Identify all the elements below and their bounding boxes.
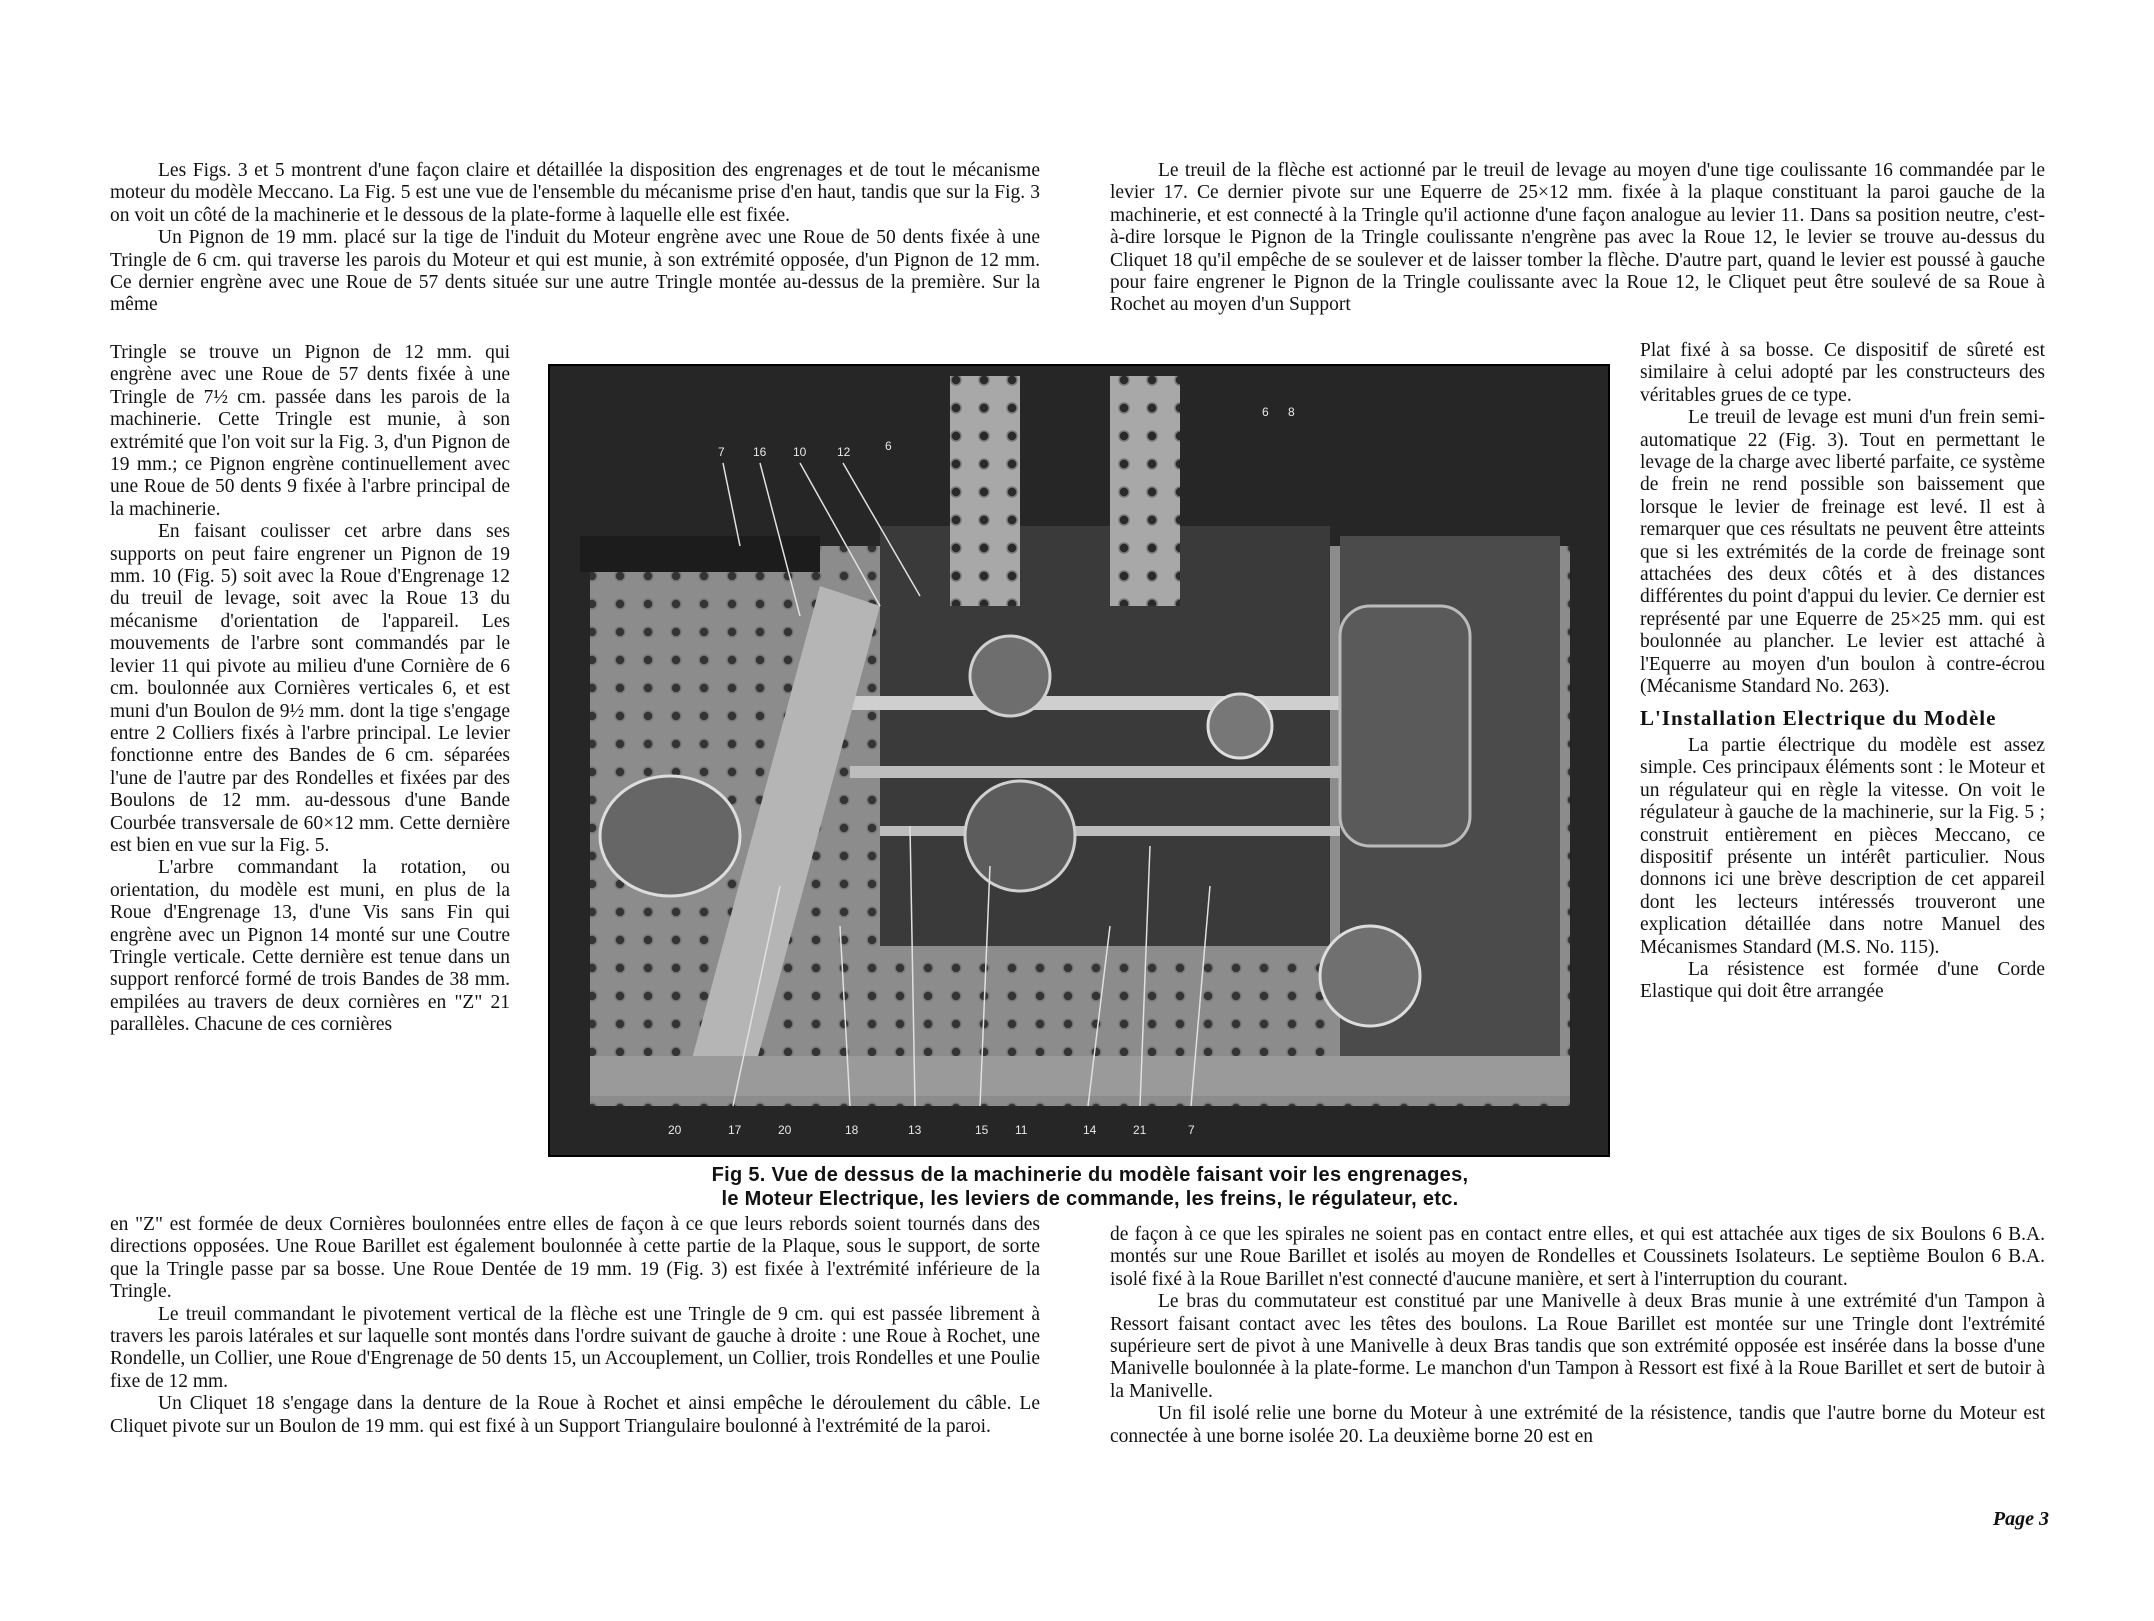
paragraph: Le treuil commandant le pivotement vertical de la flèche est une Tringle de 9 cm. qui est passée librement à travers les parois latérales et sur laquelle sont montés dans l'ordre suivant de gauche à droite : une Roue à Rochet, une Rondelle, un Collier, une Roue d'Engrenage de 50 dents 15, un Accouplement, un Collier, trois Rondelles et une Poulie fixe de 12 mm. (110, 1303, 1040, 1392)
paragraph: Un Pignon de 19 mm. placé sur la tige de l'induit du Moteur engrène avec une Roue de 50 dents fixée à une Tringle de 6 cm. qui traverse les parois du Moteur et qui est munie, à son extrémité opposée, d'un Pignon de 12 mm. Ce dernier engrène avec une Roue de 57 dents située sur une autre Tringle montée au-dessus de la première. Sur la même (110, 227, 1040, 316)
figure-label: 8 (1288, 405, 1295, 419)
paragraph: Un fil isolé relie une borne du Moteur à une extrémité de la résistence, tandis que l'autre borne du Moteur est connectée à une borne isolée 20. La deuxième borne 20 est en (1110, 1403, 2045, 1447)
figure-label: 20 (668, 1123, 682, 1137)
paragraph: Plat fixé à sa bosse. Ce dispositif de sûreté est similaire à celui adopté par les constructeurs des véritables grues de ce type. (1640, 340, 2045, 406)
left-column-bottom (110, 1214, 1040, 1438)
paragraph: La partie électrique du modèle est assez simple. Ces principaux éléments sont : le Moteur et un régulateur qui en règle la vitesse. On voit le régulateur à gauche de la machinerie, sur la Fig. 5 ; construit entièrement en pièces Meccano, ce dispositif présente un intérêt particulier. Nous donnons ici une brève description de cet appareil dont les lecteurs intéressés trouveront une explication détaillée dans notre Manuel des Mécanismes Standard (M.S. No. 115). (1640, 734, 2045, 958)
figure-label: 15 (975, 1123, 989, 1137)
left-column-wrap (110, 342, 510, 1037)
paragraph: de façon à ce que les spirales ne soient pas en contact entre elles, et qui est attachée aux tiges de six Boulons 6 B.A. montés sur une Roue Barillet et isolés au moyen de Rondelles et Coussinets Isolateurs. Le septième Boulon 6 B.A. isolé fixé à la Roue Barillet n'est connecté d'aucune manière, et sert à l'interruption du courant. (1110, 1224, 2045, 1290)
paragraph: Tringle se trouve un Pignon de 12 mm. qui engrène avec une Roue de 57 dents fixée à une Tringle de 7½ cm. passée dans les parois de la machinerie. Cette Tringle est munie, à son extrémité que l'on voit sur la Fig. 3, d'un Pignon de 19 mm.; ce Pignon engrène continuellement avec une Roue de 50 dents 9 fixée à l'arbre principal de la machinerie. (110, 342, 510, 520)
page-number: Page 3 (1992, 1508, 2049, 1530)
figure-caption (620, 1163, 1560, 1211)
right-column-bottom (1110, 1224, 2045, 1448)
figure-label: 18 (845, 1123, 859, 1137)
figure-label: 16 (753, 445, 767, 459)
paragraph: L'arbre commandant la rotation, ou orientation, du modèle est muni, en plus de la Roue d'Engrenage 13, d'une Vis sans Fin qui engrène avec un Pignon 14 monté sur une Coutre Tringle verticale. Cette dernière est tenue dans un support renforcé formé de trois Bandes de 38 mm. empilées au travers de deux cornières en "Z" 21 parallèles. Chacune de ces cornières (110, 857, 510, 1036)
figure-label: 6 (1262, 405, 1269, 419)
left-column-top (110, 160, 1040, 317)
figure-label: 10 (793, 445, 807, 459)
paragraph: en "Z" est formée de deux Cornières boulonnées entre elles de façon à ce que leurs rebords soient tournés dans des directions opposées. Une Roue Barillet est également boulonnée à cette partie de la Plaque, sous le support, de sorte que la Tringle passe par sa bosse. Une Roue Dentée de 19 mm. 19 (Fig. 3) est fixée à l'extrémité inférieure de la Tringle. (110, 1214, 1040, 1303)
right-column-top (1110, 160, 2045, 317)
paragraph: Le treuil de la flèche est actionné par le treuil de levage au moyen d'une tige coulissante 16 commandée par le levier 17. Ce dernier pivote sur une Equerre de 25×12 mm. fixée à la plaque constituant la paroi gauche de la machinerie, et est connecté à la Tringle qu'il actionne d'une façon analogue au levier 11. Dans sa position neutre, c'est-à-dire lorsque le Pignon de la Tringle coulissante n'engrène pas avec la Roue 12, le levier se trouve au-dessus du Cliquet 18 qu'il empêche de se soulever et de laisser tomber la flèche. D'autre part, quand le levier est poussé à gauche pour faire engrener le Pignon de la Tringle coulissante avec la Roue 12, le Cliquet peut être soulevé de sa Roue à Rochet au moyen d'un Support (1110, 160, 2045, 316)
photo-illustration (550, 366, 1608, 1155)
machinery-photograph (548, 364, 1610, 1157)
figure-label: 17 (728, 1123, 742, 1137)
paragraph: Le bras du commutateur est constitué par une Manivelle à deux Bras munie à une extrémité d'un Tampon à Ressort faisant contact avec les têtes des boulons. La Roue Barillet est montée sur une Tringle dont l'extrémité supérieure sert de pivot à une Manivelle à deux Bras tandis que son extrémité opposée est insérée dans la bosse d'une Manivelle boulonnée à la plate-forme. Le manchon d'un Tampon à Ressort est fixé à la Roue Barillet et sert de butoir à la Manivelle. (1110, 1291, 2045, 1402)
caption-line: Fig 5. Vue de dessus de la machinerie du modèle faisant voir les engrenages, (711, 1164, 1469, 1186)
figure-label: 12 (837, 445, 851, 459)
figure-label: 11 (1015, 1123, 1028, 1137)
caption-line: le Moteur Electrique, les leviers de commande, les freins, le régulateur, etc. (721, 1188, 1459, 1210)
figure-label: 7 (718, 445, 725, 459)
figure-label: 21 (1133, 1123, 1147, 1137)
figure-label: 20 (778, 1123, 792, 1137)
paragraph: En faisant coulisser cet arbre dans ses supports on peut faire engrener un Pignon de 19 mm. 10 (Fig. 5) soit avec la Roue d'Engrenage 12 du treuil de levage, soit avec la Roue 13 du mécanisme d'orientation de l'appareil. Les mouvements de l'arbre sont commandés par le levier 11 qui pivote au milieu d'une Cornière de 6 cm. boulonnée aux Cornières verticales 6, et est muni d'un Boulon de 9½ mm. dont la tige s'engage entre 2 Colliers fixés à l'arbre principal. Le levier fonctionne entre des Bandes de 6 cm. séparées l'une de l'autre par des Rondelles et fixées par des Boulons de 12 mm. au-dessous d'une Bande Courbée transversale de 60×12 mm. Cette dernière est bien en vue sur la Fig. 5. (110, 521, 510, 856)
figure-label: 13 (908, 1123, 922, 1137)
figure-label: 14 (1083, 1123, 1097, 1137)
paragraph: Les Figs. 3 et 5 montrent d'une façon claire et détaillée la disposition des engrenages et de tout le mécanisme moteur du modèle Meccano. La Fig. 5 est une vue de l'ensemble du mécanisme prise d'en haut, tandis que sur la Fig. 3 on voit un côté de la machinerie et le dessous de la plate-forme à laquelle elle est fixée. (110, 160, 1040, 226)
paragraph: Un Cliquet 18 s'engage dans la denture de la Roue à Rochet et ainsi empêche le déroulement du câble. Le Cliquet pivote sur un Boulon de 19 mm. qui est fixé à un Support Triangulaire boulonné à l'extrémité de la paroi. (110, 1393, 1040, 1437)
section-heading: L'Installation Electrique du Modèle (1640, 705, 1997, 730)
paragraph: Le treuil de levage est muni d'un frein semi-automatique 22 (Fig. 3). Tout en permettant le levage de la charge avec liberté parfaite, ce système de frein ne rend possible son baissement que lorsque le levier de freinage est levé. Il est à remarquer que ces résultats ne peuvent être atteints que si les extrémités de la corde de freinage sont attachées des deux côtés et à des distances différentes du point d'appui du levier. Ce dernier est représenté par une Equerre de 25×25 mm. qui est boulonnée au plancher. Le levier est attaché à l'Equerre au moyen d'un boulon à contre-écrou (Mécanisme Standard No. 263). (1640, 407, 2045, 698)
paragraph: La résistence est formée d'une Corde Elastique qui doit être arrangée (1640, 958, 2045, 1003)
right-column-wrap (1640, 340, 2045, 1004)
figure-label: 6 (885, 439, 892, 453)
figure-label: 7 (1188, 1123, 1195, 1137)
